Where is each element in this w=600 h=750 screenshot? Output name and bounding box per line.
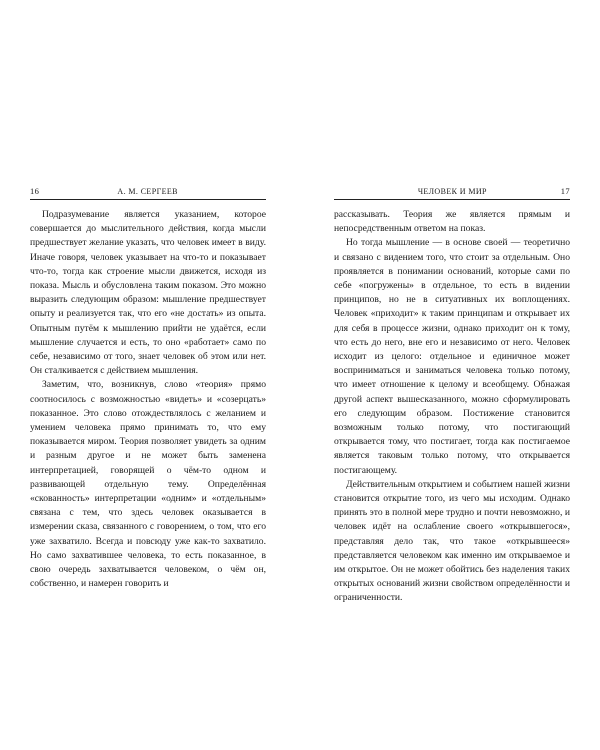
- left-page: [30, 186, 266, 591]
- left-page-body: [30, 208, 266, 591]
- page-number-left: 16: [30, 186, 40, 196]
- right-page: [334, 186, 570, 606]
- left-page-header: [30, 186, 266, 200]
- paragraph: Но тогда мышление — в основе своей — теоретично и связано с видением того, что стоит за отдельным. Оно проявляется в понимании оснований, которые сами по себе «погружены» в отдельное, то есть в видении принципов, но не в ситуативных их воплощениях. Человек «приходит» к таким принципам и открывает их для себя в процессе жизни, однако приходит он к тому, что есть до него, вне его и независимо от него. Человек исходит из целого: отдельное и единичное может восприниматься и заниматься человека только потому, что имеет отношение к целому и всеобщему. Обнажая другой аспект вышесказанного, можно сформулировать его следующим образом. Постижение становится возможным только потому, что постигающий открывается тому, что постигает, тогда как постигаемое является таковым только потому, что открывается постигающему.: [334, 237, 570, 476]
- running-head-title: ЧЕЛОВЕК И МИР: [417, 187, 487, 196]
- paragraph: Заметим, что, возникнув, слово «теория» прямо соотносилось с возможностью «видеть» и «созерцать» показанное. Это слово отождествлялось с желанием и умением человека прямо принимать то, что ему показывается миром. Теория позволяет увидеть за одним и разным другое и не может быть заменена интерпретацией, говорящей о чём-то одном и развивающей отдельную тему. Определённая «скованность» интерпретации «одним» и «отдельным» связана с тем, что здесь человек оказывается в измерении сказа, связанного с говорением, о том, что его уже захватило. Всегда и повсюду уже как-то захватило. Но само захватившее человека, то есть показанное, в свою очередь захватывается человеком, о чём он, собственно, и намерен говорить и: [30, 379, 266, 590]
- right-page-body: [334, 208, 570, 606]
- page-number-right: 17: [560, 186, 570, 196]
- running-head-author: А. М. СЕРГЕЕВ: [117, 187, 178, 196]
- paragraph: Подразумевание является указанием, которое совершается до мыслительного действия, когда мысли предшествует желание указать, что человек имеет в виду. Иначе говоря, человек указывает на что-то и показывает что-то, тогда как строение мысли движется, исходя из показа. Мысль и обусловлена таким показом. Это можно выразить следующим образом: мышление предшествует опыту и реализуется так, что его «не достать» из опыта. Опытным путём к мышлению прийти не удаётся, если мышление случается и есть, то оно «работает» само по себе, независимо от того, знает человек об этом или нет. Он сталкивается с действием мышления.: [30, 209, 266, 377]
- paragraph-continuation: рассказывать. Теория же является прямым и непосредственным ответом на показ.: [334, 209, 570, 235]
- right-page-header: [334, 186, 570, 200]
- paragraph: Действительным открытием и событием нашей жизни становится открытие того, из чего мы исходим. Однако принять это в полной мере трудно и почти невозможно, и человек идёт на ослабление своего «открывшегося», представляя дело так, что такое «открывшееся» представляется человеком как именно им открываемое и им открытое. Он не может обойтись без наделения таких открытых оснований жизни свойством определённости и ограниченности.: [334, 478, 570, 604]
